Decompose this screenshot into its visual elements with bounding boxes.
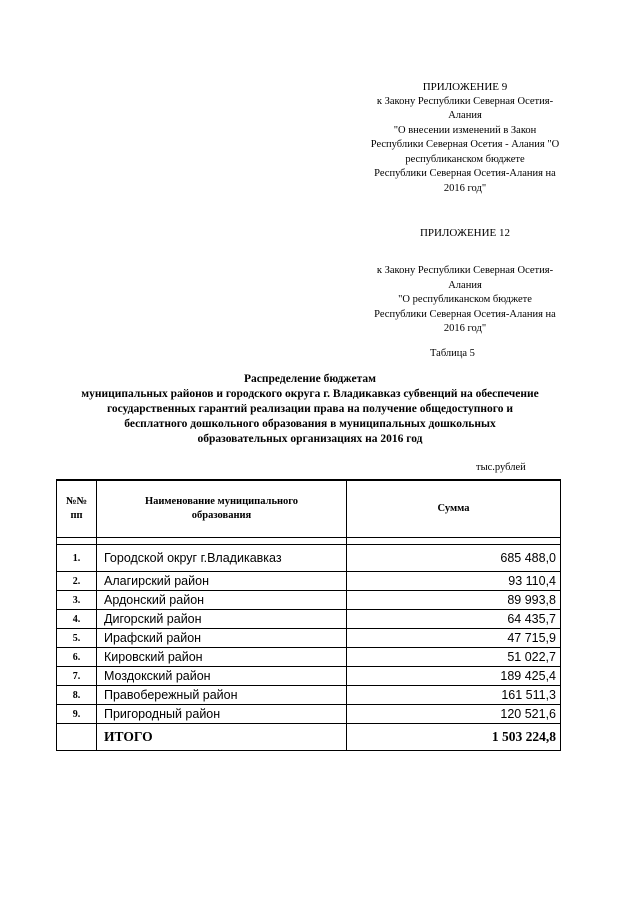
appendix-12-line: Алания — [448, 279, 482, 291]
header-sum — [347, 480, 561, 538]
spacer-cell — [57, 538, 97, 545]
row-sum: 64 435,7 — [347, 610, 561, 629]
heading-line: государственных гарантий реализации права на получение общедоступного и — [107, 403, 513, 415]
header-name — [97, 480, 347, 538]
header-name-line2: образования — [191, 510, 252, 521]
budget-table — [56, 479, 561, 751]
appendix-9-title: ПРИЛОЖЕНИЕ 9 — [422, 81, 508, 93]
table-row — [57, 610, 561, 629]
table-row — [57, 572, 561, 591]
row-name: Моздокский район — [97, 667, 347, 686]
appendix-12-line: к Закону Республики Северная Осетия- — [376, 265, 554, 276]
units-label: тыс.рублей — [476, 462, 526, 473]
appendix-9-line: 2016 год" — [443, 182, 487, 194]
appendix-9-line: Алания — [448, 110, 482, 121]
row-sum: 51 022,7 — [347, 648, 561, 667]
row-sum: 685 488,0 — [347, 545, 561, 572]
header-sum-label: Сумма — [437, 503, 470, 514]
row-name: Пригородный район — [97, 705, 347, 724]
total-label: ИТОГО — [97, 724, 347, 751]
row-name: Правобережный район — [97, 686, 347, 705]
table-row — [57, 686, 561, 705]
table-row — [57, 629, 561, 648]
row-name: Ирафский район — [97, 629, 347, 648]
appendix-12-line: Республики Северная Осетия-Алания на — [374, 308, 556, 320]
row-sum: 47 715,9 — [347, 629, 561, 648]
table-row — [57, 545, 561, 572]
appendix-9-line: республиканском бюджете — [405, 153, 525, 165]
heading-line: бесплатного дошкольного образования в муниципальных дошкольных — [124, 418, 496, 430]
total-sum: 1 503 224,8 — [347, 724, 561, 751]
row-number: 2. — [57, 572, 97, 591]
row-name: Городской округ г.Владикавказ — [97, 545, 347, 572]
appendix-9-line: Республики Северная Осетия-Алания на — [374, 168, 556, 179]
row-sum: 120 521,6 — [347, 705, 561, 724]
table-total-row — [57, 724, 561, 751]
row-number: 7. — [57, 667, 97, 686]
spacer-cell — [347, 538, 561, 545]
header-name-line1: Наименование муниципального — [144, 496, 299, 507]
table-row — [57, 591, 561, 610]
appendix-12-line: "О республиканском бюджете — [398, 294, 532, 305]
row-number: 1. — [57, 545, 97, 572]
appendix-12-block — [340, 264, 590, 337]
appendix-9-block — [340, 80, 590, 196]
heading-line: Распределение бюджетам — [244, 373, 376, 385]
header-number-line2: пп — [70, 510, 83, 521]
row-number: 6. — [57, 648, 97, 667]
table-spacer-row — [57, 538, 561, 545]
appendix-12-line: 2016 год" — [443, 323, 487, 334]
row-sum: 89 993,8 — [347, 591, 561, 610]
table-row — [57, 705, 561, 724]
spacer-cell — [97, 538, 347, 545]
heading-line: муниципальных районов и городского округа г. Владикавказ субвенций на обеспечение — [81, 388, 539, 400]
document-heading — [40, 372, 580, 447]
total-number-cell — [57, 724, 97, 751]
appendix-9-line: Республики Северная Осетия - Алания "О — [370, 139, 560, 150]
row-name: Алагирский район — [97, 572, 347, 591]
row-sum: 93 110,4 — [347, 572, 561, 591]
row-number: 8. — [57, 686, 97, 705]
appendix-9-line: к Закону Республики Северная Осетия- — [376, 95, 554, 107]
table-row — [57, 667, 561, 686]
table-row — [57, 648, 561, 667]
appendix-9-line: "О внесении изменений в Закон — [393, 124, 537, 136]
row-name: Ардонский район — [97, 591, 347, 610]
row-number: 4. — [57, 610, 97, 629]
row-sum: 189 425,4 — [347, 667, 561, 686]
heading-line: образовательных организациях на 2016 год — [197, 433, 423, 445]
row-sum: 161 511,3 — [347, 686, 561, 705]
row-name: Кировский район — [97, 648, 347, 667]
row-number: 5. — [57, 629, 97, 648]
row-number: 3. — [57, 591, 97, 610]
header-number — [57, 480, 97, 538]
appendix-12-title: ПРИЛОЖЕНИЕ 12 — [419, 227, 511, 239]
table-number-label: Таблица 5 — [430, 348, 475, 359]
row-number: 9. — [57, 705, 97, 724]
header-number-line1: №№ — [65, 496, 88, 507]
table-header-row — [57, 480, 561, 538]
row-name: Дигорский район — [97, 610, 347, 629]
